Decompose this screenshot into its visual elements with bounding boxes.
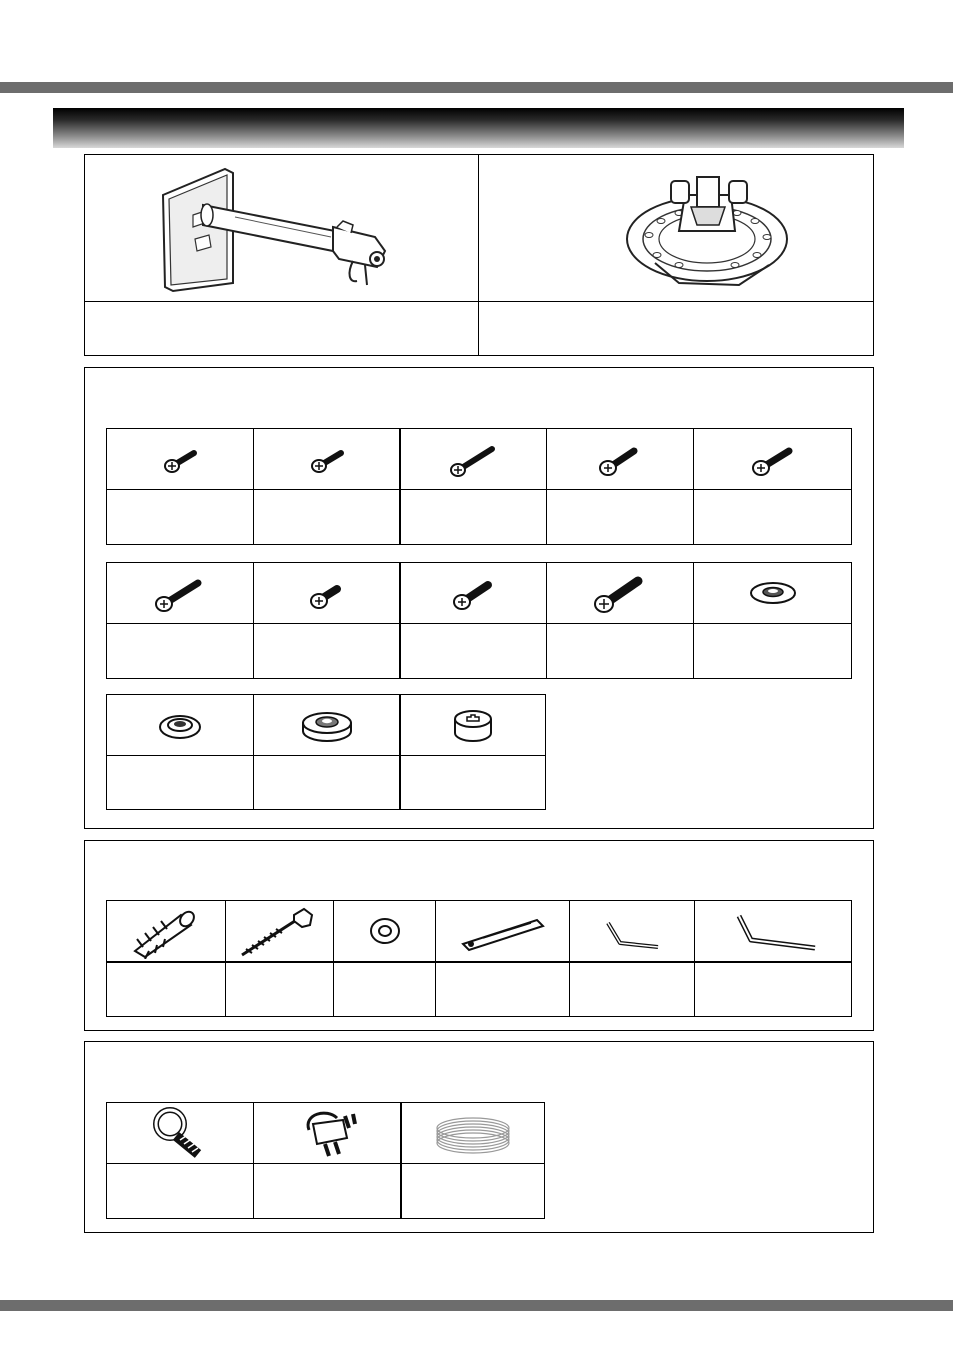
washer-thin-icon bbox=[743, 573, 803, 613]
wall-pack-label bbox=[226, 962, 333, 1016]
spacer-thick-icon bbox=[297, 705, 357, 745]
spacer-label bbox=[107, 756, 253, 809]
wall-pack-item bbox=[225, 901, 333, 1016]
screw-pack-box bbox=[84, 367, 874, 829]
top-rule bbox=[0, 82, 953, 93]
screw-item bbox=[693, 563, 851, 678]
screw-item bbox=[253, 429, 399, 544]
screw-item bbox=[546, 563, 693, 678]
screw-row-3 bbox=[106, 694, 546, 810]
screw-item bbox=[253, 563, 399, 678]
lag-bolt-icon bbox=[232, 903, 328, 959]
wall-pack-item bbox=[107, 901, 225, 1016]
screw-item bbox=[107, 429, 253, 544]
safety-pack-item bbox=[400, 1103, 544, 1218]
spacer-washer-icon bbox=[150, 705, 210, 745]
screw-item bbox=[399, 563, 546, 678]
wall-pack-box bbox=[84, 840, 874, 1031]
screw-row-1 bbox=[106, 428, 852, 545]
safety-pack-item bbox=[253, 1103, 400, 1218]
wall-pack-item bbox=[333, 901, 435, 1016]
flat-washer-icon bbox=[355, 909, 415, 953]
wall-pack-label bbox=[570, 962, 694, 1016]
wall-pack-item bbox=[435, 901, 569, 1016]
safety-pack-label bbox=[254, 1164, 400, 1218]
screw-medium-icon bbox=[590, 439, 650, 479]
screw-long-icon bbox=[444, 439, 504, 479]
screw-label bbox=[254, 624, 399, 678]
wall-pack-label bbox=[695, 962, 851, 1016]
spacer-item bbox=[107, 695, 253, 809]
screw-medium-icon bbox=[743, 439, 803, 479]
spacer-label bbox=[254, 756, 399, 809]
wall-pack-item bbox=[569, 901, 694, 1016]
screw-label bbox=[694, 624, 851, 678]
main-part-label-1 bbox=[85, 302, 478, 355]
screw-small-icon bbox=[150, 439, 210, 479]
main-part-label-2 bbox=[479, 302, 873, 355]
spacer-keyed-icon bbox=[443, 703, 503, 747]
screw-label bbox=[107, 490, 253, 544]
screw-thick-long-icon bbox=[590, 571, 650, 615]
safety-pack-box bbox=[84, 1041, 874, 1233]
screw-item bbox=[693, 429, 851, 544]
screw-row-2 bbox=[106, 562, 852, 679]
wall-arm-icon bbox=[85, 155, 478, 301]
screw-item bbox=[107, 563, 253, 678]
main-part-wall-arm bbox=[85, 155, 478, 301]
wall-pack-row bbox=[106, 900, 852, 1017]
safety-pack-label bbox=[402, 1164, 544, 1218]
screw-short-thick-icon bbox=[297, 573, 357, 613]
main-parts-box bbox=[84, 154, 874, 356]
screw-medium-icon bbox=[444, 573, 504, 613]
screw-label bbox=[107, 624, 253, 678]
screw-label bbox=[547, 490, 693, 544]
hex-key-large-icon bbox=[723, 908, 823, 954]
section-header-bar bbox=[53, 108, 904, 148]
spacer-item bbox=[253, 695, 399, 809]
wall-pack-label bbox=[334, 962, 435, 1016]
bracket-strip-icon bbox=[453, 906, 553, 956]
hex-key-small-icon bbox=[592, 909, 672, 953]
projector-mount-plate-icon bbox=[479, 155, 873, 301]
wire-clamp-icon bbox=[287, 1104, 367, 1162]
screw-label bbox=[401, 624, 546, 678]
screw-label bbox=[547, 624, 693, 678]
screw-long-icon bbox=[150, 573, 210, 613]
main-part-mount-plate bbox=[479, 155, 873, 301]
wall-pack-item bbox=[694, 901, 851, 1016]
screw-small-icon bbox=[297, 439, 357, 479]
screw-label bbox=[401, 490, 546, 544]
screw-label bbox=[694, 490, 851, 544]
spacer-label bbox=[401, 756, 545, 809]
wall-anchor-icon bbox=[121, 903, 211, 959]
safety-pack-label bbox=[107, 1164, 253, 1218]
safety-cable-icon bbox=[428, 1108, 518, 1158]
wall-pack-label bbox=[436, 962, 569, 1016]
screw-label bbox=[254, 490, 399, 544]
wall-pack-label bbox=[107, 962, 225, 1016]
eye-bolt-icon bbox=[140, 1104, 220, 1162]
spacer-item bbox=[399, 695, 545, 809]
screw-item bbox=[546, 429, 693, 544]
safety-pack-item bbox=[107, 1103, 253, 1218]
bottom-rule bbox=[0, 1300, 953, 1311]
safety-pack-row bbox=[106, 1102, 545, 1219]
screw-item bbox=[399, 429, 546, 544]
